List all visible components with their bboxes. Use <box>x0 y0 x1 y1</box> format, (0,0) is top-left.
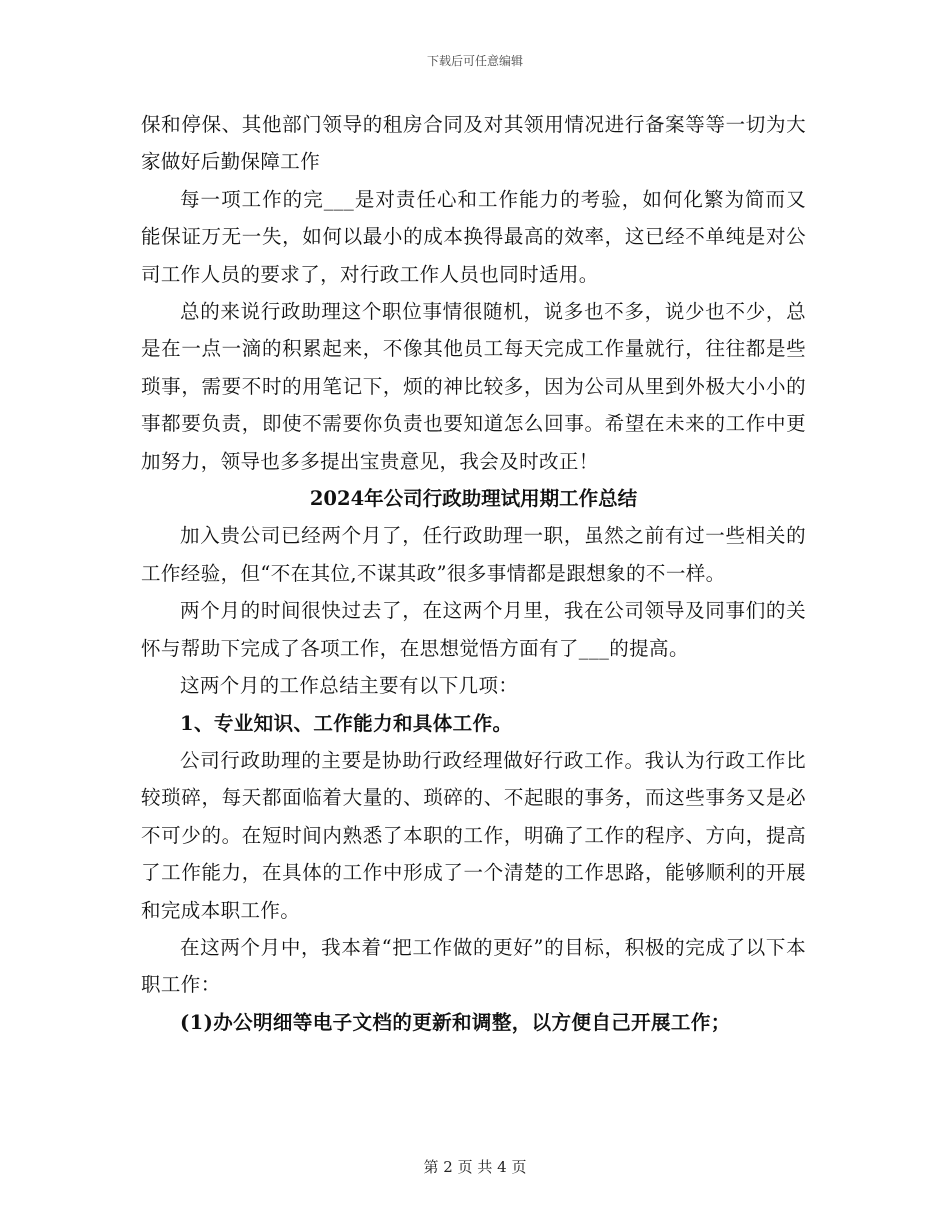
paragraph-summary-items: 这两个月的工作总结主要有以下几项： <box>180 674 519 698</box>
paragraph-duties: 公司行政助理的主要是协助行政经理做好行政工作。我认为行政工作比较琐碎，每天都面临着大量的、琐碎的、不起眼的事务，而这些事务又是必不可少的。在短时间内熟悉了本职的工作，明确了工作的程序、方向，提高了工作能力，在具体的工作中形成了一个清楚的工作思路，能够顺利的开展和完成本职工作。 <box>141 748 806 922</box>
paragraph-intro: 加入贵公司已经两个月了，任行政助理一职，虽然之前有过一些相关的工作经验，但“不在其位,不谋其政”很多事情都是跟想象的不一样。 <box>141 524 806 585</box>
paragraph-goal: 在这两个月中，我本着“把工作做的更好”的目标，积极的完成了以下本职工作： <box>141 935 806 997</box>
heading-item-1: 1、专业知识、工作能力和具体工作。 <box>180 711 513 735</box>
paragraph-work-completion: 每一项工作的完___是对责任心和工作能力的考验，如何化繁为简而又能保证万无一失，如何以最小的成本换得最高的效率，这已经不单纯是对公司工作人员的要求了，对行政工作人员也同时适用。 <box>141 187 806 286</box>
paragraph-continuation: 保和停保、其他部门领导的租房合同及对其领用情况进行备案等等一切为大家做好后勤保障工作 <box>141 113 806 174</box>
page-header-note: 下载后可任意编辑 <box>426 54 523 68</box>
paragraph-summary: 总的来说行政助理这个职位事情很随机，说多也不多，说少也不少，总是在一点一滴的积累起来，不像其他员工每天完成工作量就行，往往都是些琐事，需要不时的用笔记下，烦的神比较多，因为公司从里到外极大小小的事都要负责，即使不需要你负责也要知道怎么回事。希望在未来的工作中更加努力，领导也多多提出宝贵意见，我会及时改正！ <box>141 300 806 473</box>
document-body <box>141 106 806 1041</box>
section-title: 2024年公司行政助理试用期工作总结 <box>309 487 638 511</box>
page-number: 第 2 页 共 4 页 <box>423 1158 527 1176</box>
paragraph-two-months: 两个月的时间很快过去了，在这两个月里，我在公司领导及同事们的关怀与帮助下完成了各项工作，在思想觉悟方面有了___的提高。 <box>141 599 806 660</box>
list-item-1: (1)办公明细等电子文档的更新和调整，以方便自己开展工作； <box>180 1010 731 1034</box>
